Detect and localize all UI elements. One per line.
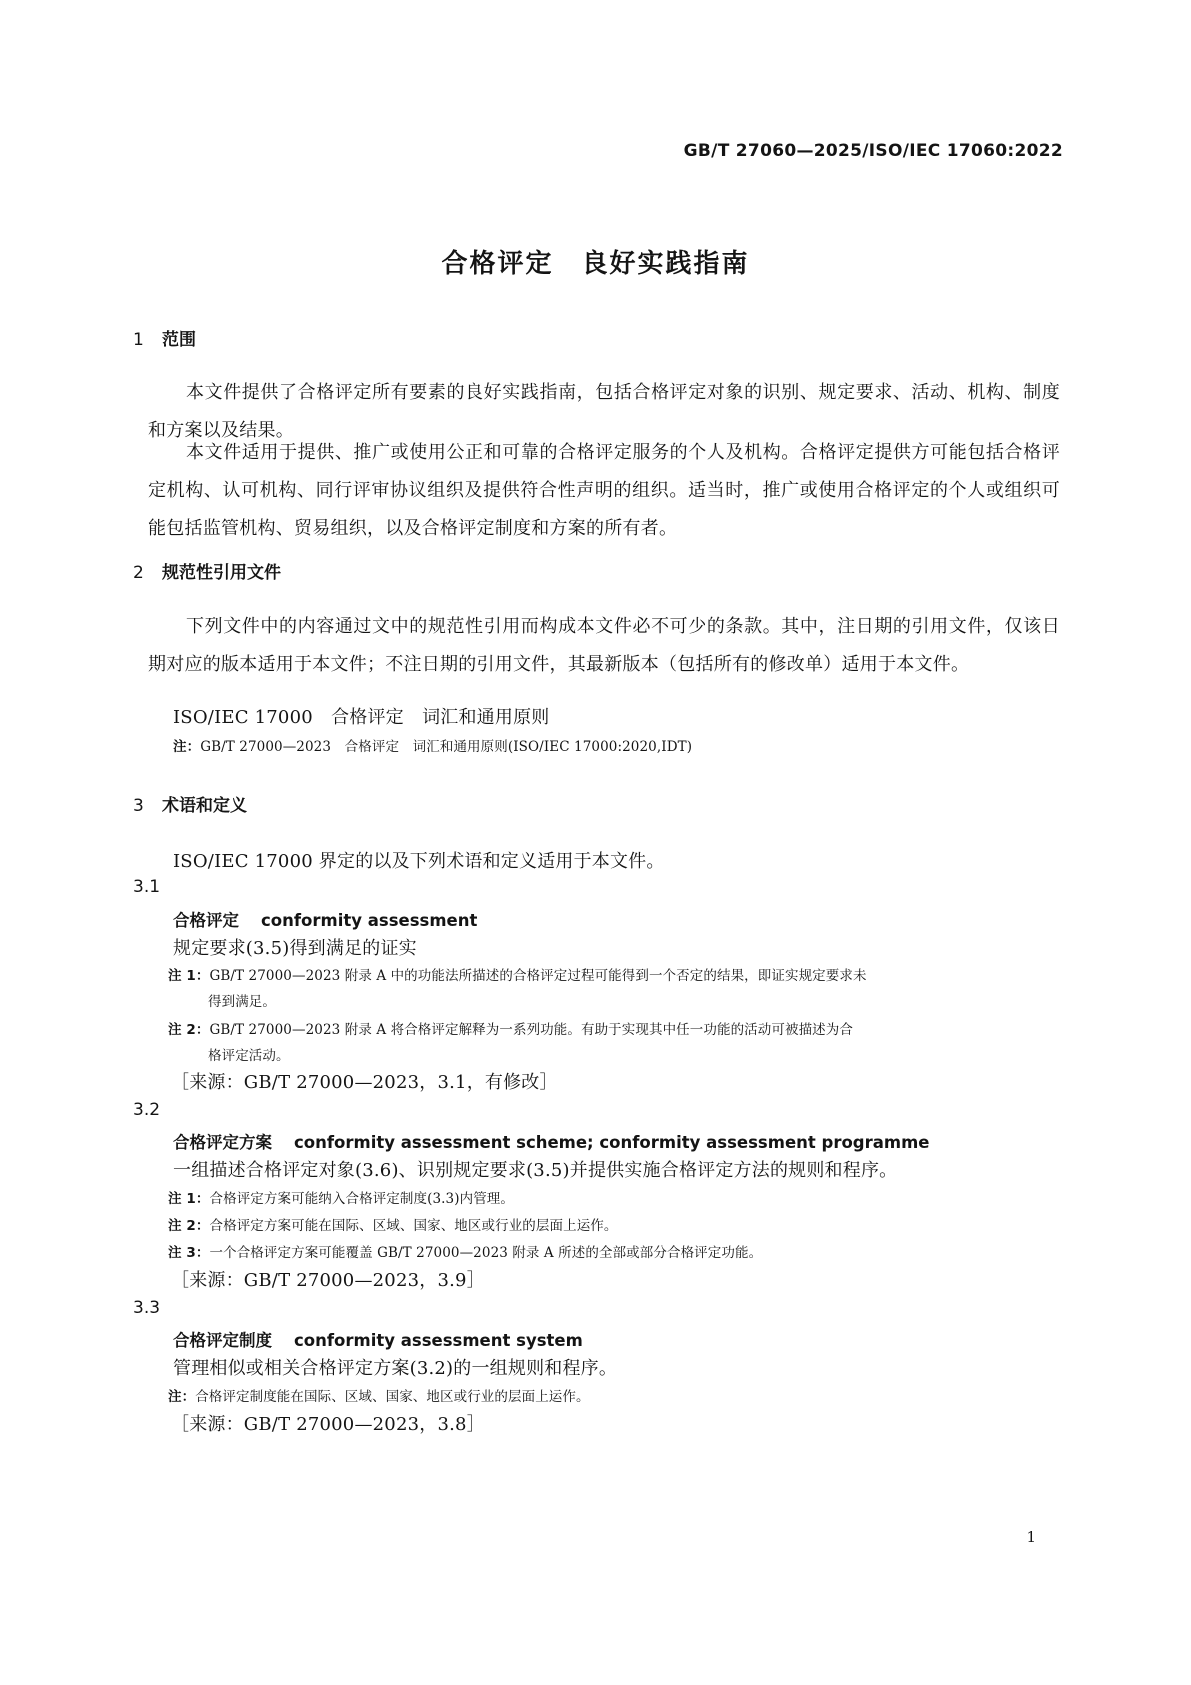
section-heading-scope	[133, 325, 196, 350]
note-continuation: 得到满足。	[208, 994, 276, 1010]
paragraph: 本文件提供了合格评定所有要素的良好实践指南，包括合格评定对象的识别、规定要求、活动、机构、制度和方案以及结果。	[148, 382, 1060, 441]
note	[173, 735, 692, 755]
term-heading	[173, 907, 477, 931]
section-title: 规范性引用文件	[162, 563, 281, 583]
section-number: 2	[133, 563, 144, 583]
term-source: ［来源：GB/T 27000—2023，3.9］	[171, 1270, 485, 1291]
paragraph: 本文件适用于提供、推广或使用公正和可靠的合格评定服务的个人及机构。合格评定提供方可能包括合格评定机构、认可机构、同行评审协议组织及提供符合性声明的组织。适当时，推广或使用合格评定的个人或组织可能包括监管机构、贸易组织，以及合格评定制度和方案的所有者。	[148, 442, 1060, 539]
note	[168, 1385, 590, 1405]
document-code: GB/T 27060—2025/ISO/IEC 17060:2022	[683, 141, 1063, 161]
note-text: 合格评定方案可能在国际、区域、国家、地区或行业的层面上运作。	[209, 1218, 618, 1234]
term-english: conformity assessment scheme; conformity assessment programme	[294, 1133, 930, 1152]
paragraph: 下列文件中的内容通过文中的规范性引用而构成本文件必不可少的条款。其中，注日期的引用文件，仅该日期对应的版本适用于本文件；不注日期的引用文件，其最新版本（包括所有的修改单）适用于本文件。	[148, 616, 1060, 675]
intro-paragraph: ISO/IEC 17000 界定的以及下列术语和定义适用于本文件。	[173, 851, 665, 872]
note-label: 注 2：	[168, 1218, 210, 1234]
document-title: 合格评定 良好实践指南	[441, 249, 750, 279]
reference-entry: ISO/IEC 17000 合格评定 词汇和通用原则	[173, 707, 550, 728]
page-number: 1	[1026, 1528, 1036, 1546]
note-label: 注 1：	[168, 1191, 210, 1207]
note-text: 合格评定方案可能纳入合格评定制度(3.3)内管理。	[209, 1191, 515, 1207]
term-heading	[173, 1129, 929, 1153]
term-heading	[173, 1327, 583, 1351]
note-text: GB/T 27000—2023 合格评定 词汇和通用原则(ISO/IEC 17000:2020,IDT)	[200, 739, 693, 755]
note	[168, 964, 867, 984]
note	[168, 1214, 618, 1234]
note	[168, 1018, 853, 1038]
note-continuation: 格评定活动。	[208, 1048, 290, 1064]
term-chinese: 合格评定	[173, 911, 239, 930]
note	[168, 1187, 514, 1207]
term-definition: 一组描述合格评定对象(3.6)、识别规定要求(3.5)并提供实施合格评定方法的规则和程序。	[173, 1160, 898, 1181]
note-label: 注 2：	[168, 1022, 210, 1038]
section-number: 1	[133, 330, 144, 350]
term-number: 3.2	[133, 1100, 161, 1120]
term-source: ［来源：GB/T 27000—2023，3.1，有修改］	[171, 1072, 558, 1093]
term-number: 3.1	[133, 877, 161, 897]
section-title: 术语和定义	[162, 796, 247, 816]
section-title: 范围	[162, 330, 196, 350]
note	[168, 1241, 762, 1261]
note-text: GB/T 27000—2023 附录 A 将合格评定解释为一系列功能。有助于实现其中任一功能的活动可被描述为合	[209, 1022, 853, 1038]
note-label: 注 3：	[168, 1245, 210, 1261]
note-label: 注 1：	[168, 968, 210, 984]
term-definition: 规定要求(3.5)得到满足的证实	[173, 938, 417, 959]
section-number: 3	[133, 796, 144, 816]
section-heading-terms-definitions	[133, 791, 247, 816]
term-definition: 管理相似或相关合格评定方案(3.2)的一组规则和程序。	[173, 1358, 618, 1379]
term-english: conformity assessment	[261, 911, 478, 930]
note-text: 一个合格评定方案可能覆盖 GB/T 27000—2023 附录 A 所述的全部或部分合格评定功能。	[209, 1245, 763, 1261]
term-source: ［来源：GB/T 27000—2023，3.8］	[171, 1414, 485, 1435]
term-chinese: 合格评定方案	[173, 1133, 272, 1152]
note-text: GB/T 27000—2023 附录 A 中的功能法所描述的合格评定过程可能得到一个否定的结果，即证实规定要求未	[209, 968, 867, 984]
note-label: 注：	[173, 739, 201, 755]
term-english: conformity assessment system	[294, 1331, 583, 1350]
note-text: 合格评定制度能在国际、区域、国家、地区或行业的层面上运作。	[195, 1389, 590, 1405]
section-heading-normative-references	[133, 558, 281, 583]
note-label: 注：	[168, 1389, 196, 1405]
term-number: 3.3	[133, 1298, 161, 1318]
term-chinese: 合格评定制度	[173, 1331, 272, 1350]
